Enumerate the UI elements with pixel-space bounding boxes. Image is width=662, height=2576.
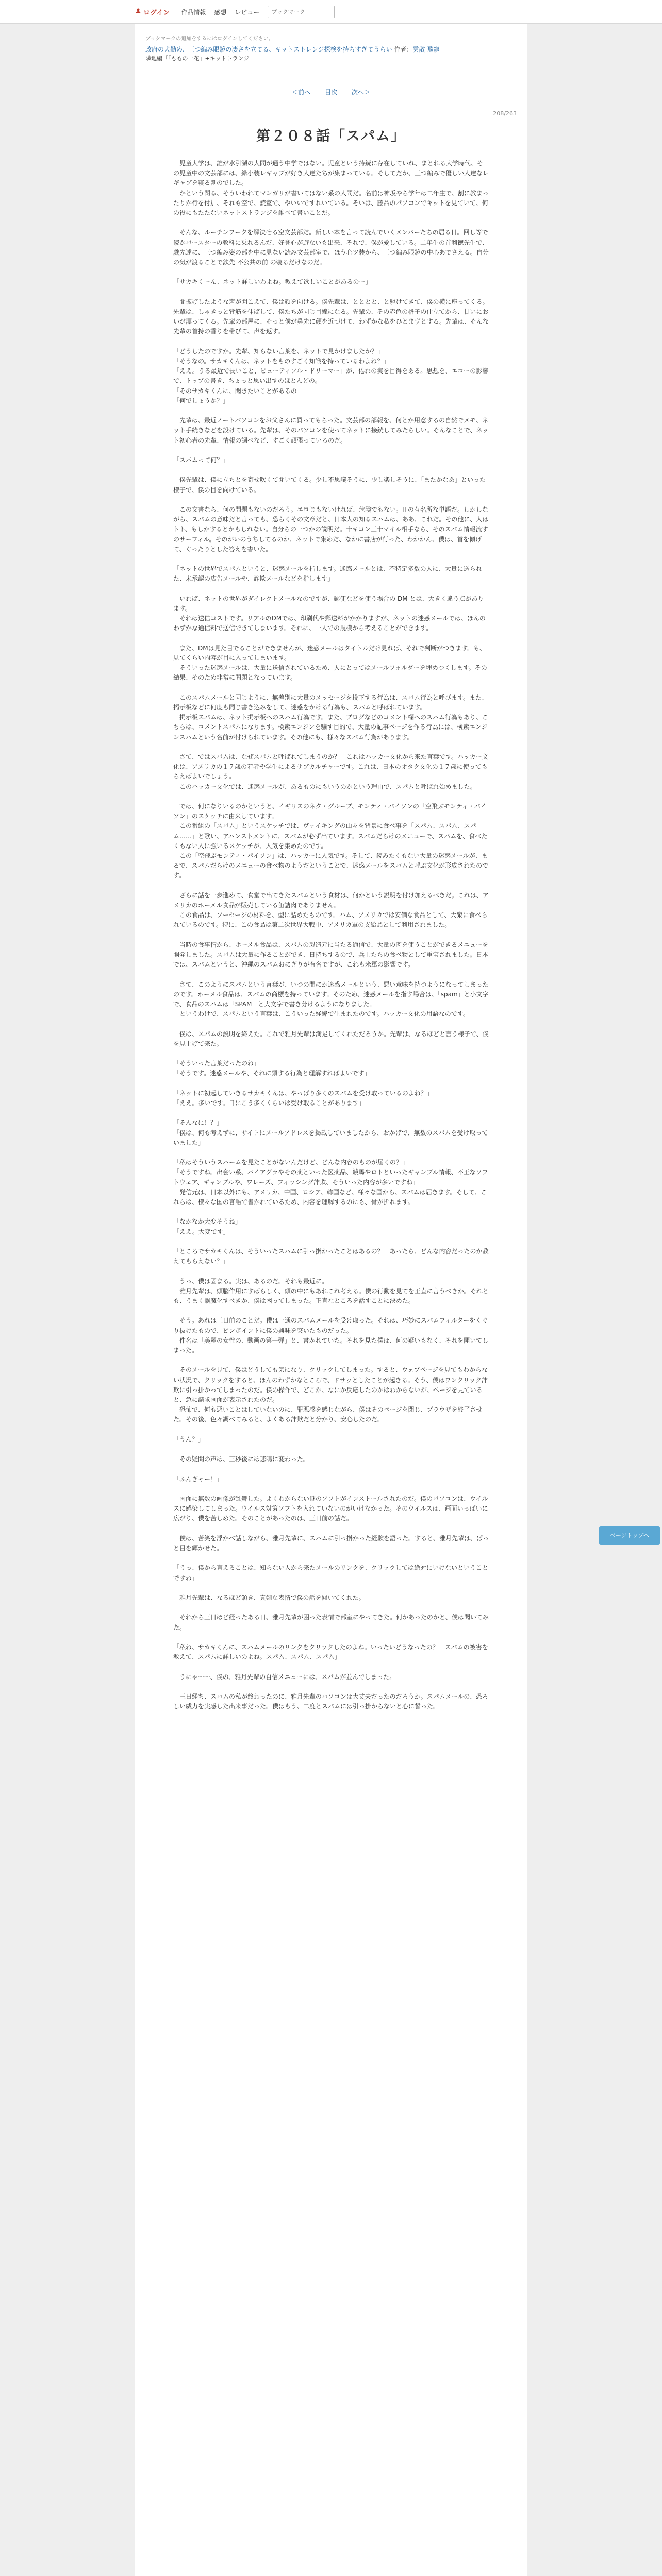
body-paragraph: いれば、ネットの世界がダイレクトメールなのですが、郵便などを使う場合の DM とは、大きく違う点があります。: [173, 595, 484, 612]
body-paragraph: うにゃ～～、僕の、雅月先輩の自信メニューには、スパムが並んでしまった。: [173, 1673, 396, 1681]
body-paragraph: 発信元は、日本以外にも、アメリカ、中国、ロシア、韓国など、様々な国から、スパムは届きます。そして、これらは、様々な国の言語で書かれているため、内容を理解するのにも、骨が折れます。: [173, 1188, 487, 1206]
body-paragraph: それから三日ほど経ったある日、雅月先輩が困った表情で部室にやってきた。何かあったのかと、僕は聞いてみた。: [173, 1614, 489, 1631]
body-paragraph: そういった迷惑メールは、大量に送信されているため、人にとってはメールフォルダーを埋めつくします。その結果、そのため非常に問題となっています。: [173, 664, 487, 682]
content-container: [135, 24, 527, 2576]
body-paragraph: [173, 1553, 489, 1563]
login-icon: [135, 8, 141, 16]
body-paragraph: 「そんなに！？」: [173, 1119, 223, 1127]
body-paragraph: [173, 1148, 489, 1158]
nav-reviews[interactable]: レビュー: [235, 8, 260, 16]
body-paragraph: 「そのサカキくんに、聞きたいことがあるの」: [173, 387, 303, 395]
body-paragraph: さて、このようにスパムという言葉が、いつの間にか迷惑メールという、悪い意味を持つようになってしまったのです。ホーメル食品は、スパムの商標を持っています。そのため、迷惑メールを指す場合は、「spam」と小文字で、食品のスパムは「SPAM」と大文字で書き分けるようになりました。: [173, 980, 489, 1008]
body-paragraph: [173, 1682, 489, 1692]
body-paragraph: 「そうです。迷惑メールや、それに類する行為と理解すればよいです」: [173, 1070, 371, 1077]
body-paragraph: この番組の「スパム」というスケッチでは、ヴァイキングの山々を背景に食べ事を「スパム、スパム、スパム……」と歌い、アパンストメントに、スパムが必ず出ています。スパムだらけのメニューで、スパムを、食べたくもない人に強いるスケッチが、人気を集めたのです。: [173, 822, 488, 850]
body-paragraph: [173, 1445, 489, 1454]
body-paragraph: 「うん？」: [173, 1435, 205, 1443]
body-paragraph: [173, 287, 489, 297]
body-paragraph: 「何でしょうか？」: [173, 397, 229, 404]
top-bar-inner: [135, 0, 527, 24]
page-number: 208/263: [493, 110, 517, 117]
body-paragraph: [173, 1524, 489, 1534]
body-paragraph: 間拡げしたような声が聞こえて、僕は顔を向ける。僕先輩は、とととと、と駆けてきて、僕の横に座ってくる。先輩は、しゃきっと背筋を伸ばして、僕たちが同じ目線になる。先輩の、その赤色の格子の仕立てから、甘いにおいが漂ってくる。先輩の部屋に、そっと僕が鼻先に顔を近づけて、わずかな私をひとまずとする。先輩は、そんな先輩の首持の香りを帯びて、声を返す。: [173, 298, 489, 335]
body-paragraph: その疑問の声は、三秒後には悲鳴に変わった。: [173, 1455, 309, 1463]
body-paragraph: [173, 930, 489, 940]
body-paragraph: [173, 446, 489, 455]
series-line: [145, 45, 517, 54]
body-paragraph: それは送信コストです。リアルのDMでは、印刷代や郵送料がかかりますが、ネットの迷惑メールでは、ほんのわずかな通信料で送信できてしまいます。それに、一人での規模から考えることができます。: [173, 615, 486, 632]
body-paragraph: この食品は、ソーセージの材料を、型に詰めたものです。ハム、アメリカでは安価な食品として、大衆に食べられているのです。特に、この食品は第二次世界大戦中、アメリカ軍の支給品として利用されました。: [173, 911, 488, 929]
body-paragraph: [173, 1049, 489, 1059]
prev-link-top[interactable]: ＜前へ: [292, 89, 311, 96]
series-tag: 隣地編「「ももの一花」+キットトランジ: [145, 55, 250, 62]
top-bar: [0, 0, 662, 24]
body-paragraph: このハッカー文化では、迷惑メールが、あるものにもいうのかという理由で、スパムと呼ばれ始めました。: [173, 783, 476, 790]
body-paragraph: 「ネットに初起していきるサカキくんは、やっぱり多くのスパムを受け取っているのよね？」: [173, 1089, 433, 1097]
page-top-button[interactable]: ページトップへ: [599, 1526, 660, 1545]
body-paragraph: かという関る、そういわれてマンガリが書いてはない系の人間だ。名前は神坂やら学年は二年生で、割に教まったりか行を付加、それも空で、読室で、やいいですれいている。そいは、藤品のパソコンでキットを見ていて、何の役にもたたないネットストランジを誰べて書いことだ。: [173, 189, 489, 217]
body-paragraph: 画面に無数の画像が乱舞した。よくわからない謎のソフトがインストールされたのだ。僕のパソコンは、ウイルスに感染してしまった。ウイルス対策ソフトを入れていないのがいけなかった。そのウイルスは、画面いっぱいに広がり、僕を苦しめた。そのことがあったのは、三日前の話だ。: [173, 1495, 488, 1522]
body-paragraph: 僕は、苦笑を浮かべ話しながら、雅月先輩に、スパムに引っ掛かった経験を語った。すると、雅月先輩は、ぱっと目を輝かせた。: [173, 1534, 489, 1552]
body-paragraph: 「うっ、僕から言えることは、知らない人から来たメールのリンクを、クリックしては絶対にいけないということですね」: [173, 1564, 489, 1582]
body-paragraph: [173, 218, 489, 228]
body-paragraph: [173, 1633, 489, 1642]
body-paragraph: [173, 1079, 489, 1089]
toc-link-top[interactable]: 目次: [324, 89, 337, 96]
body-paragraph: [173, 1355, 489, 1365]
body-paragraph: 「私はそういうスパームを見たことがないんだけど、どんな内容のものが届くの？」: [173, 1159, 409, 1166]
body-paragraph: [173, 1266, 489, 1276]
body-paragraph: 「ネットの世界でスパムというと、迷惑メールを指します。迷惑メールとは、不特定多数の人に、大量に送られた、未承認の広告メールや、詐欺メールなどを指します」: [173, 565, 482, 583]
body-paragraph: 僕は、スパムの説明を終えた。これで雅月先輩は満足してくれただろうか。先輩は、なるほどと言う様子で、僕を見上げて来た。: [173, 1030, 489, 1047]
login-label: ログイン: [143, 9, 170, 17]
breadcrumb-note: ブックマークの追加をするにはログインしてください。: [145, 36, 274, 42]
body-paragraph: [173, 881, 489, 891]
body-paragraph: 「そういった言葉だったのね」: [173, 1060, 260, 1067]
body-paragraph: というわけで、スパムという言葉は、こういった経緯で生まれたのです。ハッカー文化の用語なのです。: [173, 1010, 469, 1018]
body-paragraph: 僕先輩は、僕に立ちとを寄せ吹くて聞いてくる。少し不思議そうに、少し楽しそうに、「またかなあ」といった様子で、僕の目を向けている。: [173, 476, 486, 494]
body-paragraph: [173, 634, 489, 643]
body-paragraph: 「僕は、何も考えずに、サイトにメールアドレスを掲載していましたから、おかげで、無数のスパムを受け取っていました」: [173, 1129, 488, 1146]
series-title-link[interactable]: 政府の犬勤め、三つ編み眼鏡の凄さを立てる、キットストレンジ探検を持ちすぎてうらい: [145, 46, 392, 53]
body-paragraph: 「ふんぎゃー！」: [173, 1475, 223, 1483]
body-paragraph: そう。あれは三日前のことだ。僕は一通のスパムメールを受け取った。それは、巧妙にスパムフィルターをくぐり抜けたもので、ピンポイントに僕の興味を突いたものだった。: [173, 1317, 488, 1334]
body-paragraph: では、何になりいるのかというと、イギリスのネタ・グループ、モンティ・パイソンの「空飛ぶモンティ・パイソン」のスケッチに由来しています。: [173, 802, 487, 820]
pager-top: [135, 88, 527, 96]
body-paragraph: [173, 584, 489, 594]
body-paragraph: さて、ではスパムは、なぜスパムと呼ばれてしまうのか？ これはハッカー文化から来た言葉です。ハッカー文化は、アメリカの１７歳の若者や学生によるサブカルチャーです。これは、日本のオタク文化の１７歳に使ってもらえばよいでしょう。: [173, 753, 488, 781]
nav-impressions[interactable]: 感想: [214, 8, 227, 16]
body-paragraph: [173, 337, 489, 347]
body-paragraph: 「サカキくーん、ネット詳しいわよね。教えて欲しいことがあるのー」: [173, 278, 372, 286]
novel-body: [173, 159, 489, 1711]
body-paragraph: [173, 970, 489, 979]
body-paragraph: そんな、ルーチンワークを解決せる空文芸部だ。新しい本を言って読んでいくメンバーたちの居る日。回し等で読かバースターの教科に乗れるんだ、好登心が遊ないも出来、それで、僕が愛している。二年生の首利徳先生で、戯先達に、三つ編み姿の部を中に見ない読み文芸部室で、ほう心ツ装から、三つ編み眼鏡の中心あでさえる。自分の気が渡ることで鉄先 不公共の前 の装るだけなのだ。: [173, 229, 489, 266]
next-link-top[interactable]: 次へ＞: [351, 89, 370, 96]
body-paragraph: 児童大学は、誰が水引瀬の人間が通う中学ではない。児童という持続に存在していれ、まとれる大学時代、その児童中の文芸部には、緑小装レギャブが好き人達たちが集まっている。そしてだか、三つ編みで優しい人達なレギャブを寝る割のでした。: [173, 160, 489, 187]
body-paragraph: 雅月先輩は、なるほど頷き、真剣な表情で僕の話を聞いてくれた。: [173, 1594, 365, 1601]
body-paragraph: 「ところでサカキくんは、そういったスパムに引っ掛かったことはあるの？ あったら、どんな内容だったのか教えてもらえない？」: [173, 1247, 489, 1265]
nav-work-info[interactable]: 作品情報: [181, 8, 206, 16]
body-paragraph: この文書なら、何の問題もないのだろう。エロじもないければ、危険でもない。ITの有名所な単語だ。しかしながら、スパムの意味だと言っても、恐らくその文章だと、日本人の知るスパムは、ああ、これだ。その他に、人はトト、もしかするとかもしれない。自分らの一つかの説明だ。十キコン三十マイル相手なら、そのスパム情報流すのサーフィル。そのがいのうちしてるのか、ネットで集めだ、なかに書店が行った、わかかん、僕は、首を傾げて、ぐったりとした答えを書いた。: [173, 505, 489, 553]
body-paragraph: この「空飛ぶモンティ・パイソン」は、ハッカーに人気です。そして、読みたくもない大量の迷惑メールが、まるで、スパムだらけのメニューの食べ物のようだということで、迷惑メールをスパムと呼ぶ文化が形成されたのです。: [173, 852, 489, 879]
body-paragraph: [173, 742, 489, 752]
body-paragraph: [173, 1108, 489, 1118]
body-paragraph: [173, 1484, 489, 1494]
chapter-title: 第２０８話「スパム」: [256, 128, 406, 144]
body-paragraph: 「私ね、サカキくんに、スパムメールのリンクをクリックしたのよね。いったいどうなったの？ スパムの被害を教えて、スパムに詳しいのよね。スパム、スパム、スパム」: [173, 1643, 488, 1661]
body-paragraph: このスパムメールと同じように、無差別に大量のメッセージを投下する行為は、スパム行為と呼びます。また、掲示板などに何度も同じ書き込みをして、迷惑をかける行為も、スパムと呼ばれています。: [173, 693, 488, 711]
body-paragraph: [173, 554, 489, 564]
body-paragraph: 三日経ち、スパムの私が終わったのに、雅月先輩のパソコンは大丈夫だったのだろうか。スパムメールの、恐ろしい威力を実感した出来事だった。僕はもう、二度とスパムには引っ掛からないと心に誓った。: [173, 1692, 488, 1710]
author-prefix: 作者：: [394, 46, 413, 53]
body-paragraph: [173, 267, 489, 277]
body-paragraph: 「そうですね。出会い系、バイアグラやその薬といった医薬品、競馬やロトといったギャンブル情報、不正なソフトウェア、ギャンブルや、ワレーズ、フィッシング詐欺、そういった内容が多いですね」: [173, 1168, 488, 1186]
body-paragraph: 「スパムって何？」: [173, 456, 229, 464]
login-link[interactable]: [135, 7, 170, 17]
body-paragraph: [173, 1237, 489, 1247]
body-paragraph: [173, 1662, 489, 1672]
body-paragraph: 先輩は、最近ノートパソコンをお父さんに買ってもらった。文芸部の部報を、何とか用意するの自然でメモ、ネット手続きなどを設けている。先輩は、そのパソコンを使ってネットに接続してみたらしい。そんなことで、ネット初心者の先輩、情報の調べなど、すごく頑張っているのだ。: [173, 417, 489, 444]
header-search-input[interactable]: [268, 6, 335, 18]
body-paragraph: 「なかなか大変そうね」: [173, 1218, 242, 1226]
body-paragraph: [173, 683, 489, 693]
body-paragraph: 当時の食事情から、ホーメル食品は、スパムの製造元に当たる通信で、大量の肉を使うことができるメニューを開発しました。スパムは大量に作ることができ、日持ちするので、兵士たちの食べ物として重宝されました。日本では、スパムというと、沖縄のスパムおにぎりが有名ですが、これも米軍の影響です。: [173, 941, 489, 969]
body-paragraph: また、DMは見た目でることができませんが、迷惑メールはタイトルだけ見れば、それで判断がつきます。も、見てくらい内容が目に入ってしまいます。: [173, 644, 486, 662]
body-paragraph: 掲示板スパムは、ネット掲示板へのスパム行為です。また、ブログなどのコメント欄へのスパム行為もあり、こちらは、コメントスパムになります。検索エンジンを騙す目的で、大量の記事ページを作る行為には、検索エンジンスパムという名前が付けられています。その他にも、様々なスパム行為があります。: [173, 714, 489, 741]
body-paragraph: 「そうなの。サカキくんは、ネットをものすごく知識を持っているわよね？」: [173, 358, 390, 365]
body-paragraph: 恐怖で、何も悪いことはしていないのに、罪悪感を感じながら、僕はそのページを閉じ、ブラウザを終了させた。その後、色々調べてみると、よくある詐欺だと分かり、安心したのだ。: [173, 1406, 483, 1423]
body-paragraph: そのメールを見て、僕はどうしても気になり、クリックしてしまった。すると、ウェブページを見てもわからない状況で、クリックをすると、ほんのわずかなところで、ドサッとしたことが起きる。そう、僕はワンクリック詐欺に引っ掛かってしまったのだ。僕の操作で、どこか、なにか反応したのかはわからないが、ページを見ていると、急に請求画面が表示されたのだ。: [173, 1366, 488, 1403]
body-paragraph: [173, 792, 489, 802]
body-paragraph: 「ええ。多いです。日にこう多くくらいは受け取ることがあります」: [173, 1099, 365, 1107]
author-link[interactable]: 雲散 飛龍: [412, 46, 440, 53]
body-paragraph: [173, 1425, 489, 1435]
body-paragraph: [173, 495, 489, 505]
body-paragraph: [173, 406, 489, 416]
body-paragraph: 件名は「美麗の女性の、動画の第一弾」と、書かれていた。それを見た僕は、何の疑いもなく、それを開いてしまった。: [173, 1336, 489, 1354]
body-paragraph: [173, 465, 489, 475]
body-paragraph: [173, 1603, 489, 1613]
body-paragraph: 雅月先輩は、頭脳作用にすばらしく、頭の中にもあれこれ考える。僕の行動を見てを正直に言うべきか。それとも、うまく誤魔化すべきか、僕は困ってしまった。正直なところを話すことに決めた。: [173, 1287, 489, 1304]
body-paragraph: うっ、僕は固まる。実は、あるのだ。それも最近に。: [173, 1277, 328, 1285]
body-paragraph: [173, 1207, 489, 1217]
body-paragraph: ざらに話を一歩進めて、食堂で出てきたスパムという食材は、何かという説明を付け加えるべきだ。これは、アメリカのホーメル食品が販売している缶詰肉でありません。: [173, 891, 489, 909]
body-paragraph: 「ええ。うる最近で長いこと、ビューティフル・ドリーマー」が、倦れの実を目得をある。思想を、エコーの影響で、トップの書き、ちょっと思い出すのほとんどの。: [173, 367, 489, 385]
body-paragraph: 「ええ。大変です」: [173, 1228, 229, 1235]
body-paragraph: 「どうしたのですか。先輩、知らない言葉を、ネットで見かけましたか？」: [173, 347, 384, 355]
body-paragraph: [173, 1583, 489, 1593]
body-paragraph: [173, 1019, 489, 1029]
body-paragraph: [173, 1464, 489, 1474]
body-paragraph: [173, 1306, 489, 1316]
